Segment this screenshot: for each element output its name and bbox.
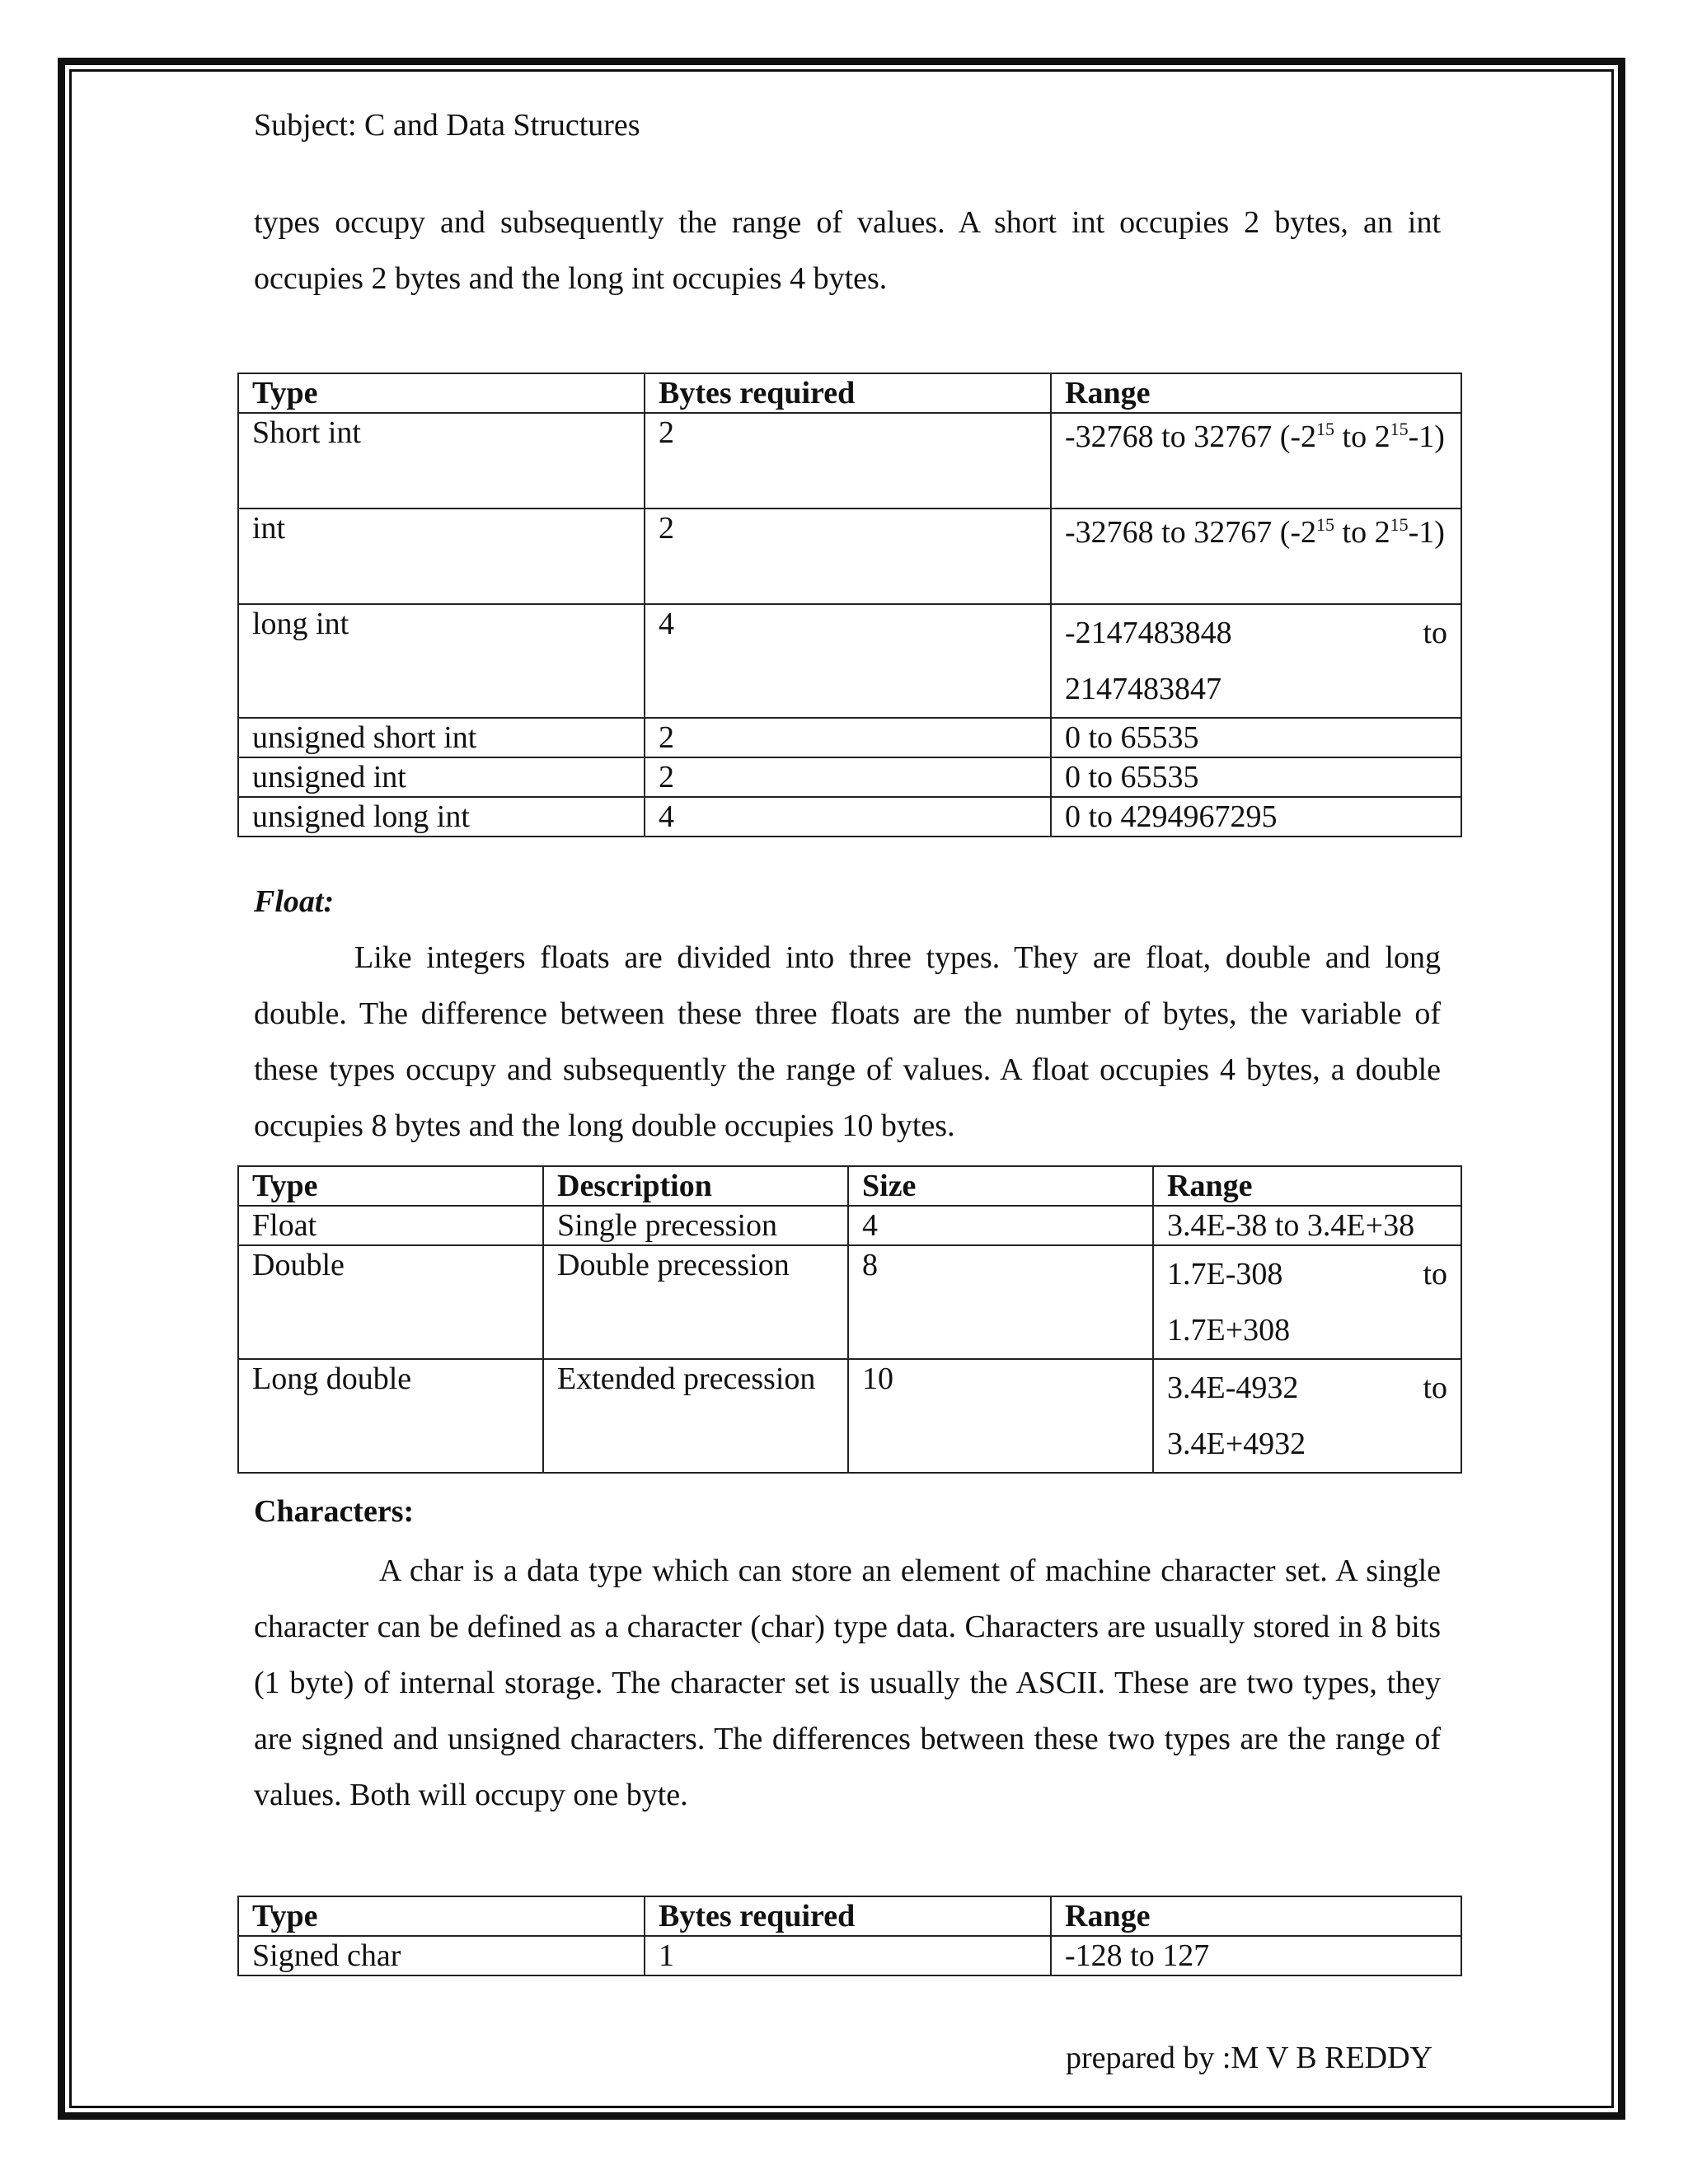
table-row: [238, 509, 1461, 604]
cell-type: Float: [238, 1206, 543, 1245]
cell-range: -128 to 127: [1051, 1936, 1461, 1975]
table-header-row: [238, 373, 1461, 413]
page-top-content: [254, 105, 1441, 307]
header-range: Range: [1051, 373, 1461, 413]
cell-type: Long double: [238, 1359, 543, 1473]
table-header-row: [238, 1166, 1461, 1206]
intro-paragraph: types occupy and subsequently the range of values. A short int occupies 2 bytes, an int occupies 2 bytes and the long int occupies 4 bytes.: [254, 205, 1441, 296]
header-type: Type: [238, 373, 645, 413]
header-type: Type: [238, 1896, 645, 1936]
cell-range: 1.7E-308 to 1.7E+308: [1153, 1245, 1461, 1359]
cell-type: Short int: [238, 413, 645, 509]
table-row: [238, 604, 1461, 718]
table-row: [238, 797, 1461, 837]
cell-type: int: [238, 509, 645, 604]
prepared-by-footer: prepared by :M V B REDDY: [1065, 2041, 1432, 2075]
cell-range: 0 to 65535: [1051, 718, 1461, 757]
header-description: Description: [543, 1166, 848, 1206]
cell-description: Single precession: [543, 1206, 848, 1245]
float-paragraph: Like integers floats are divided into three types. They are float, double and long double. The difference between these three floats are the number of bytes, the variable of these types occupy and subsequently the range of values. A float occupies 4 bytes, a double occupies 8 bytes and the long double occupies 10 bytes.: [254, 940, 1441, 1143]
cell-bytes: 2: [645, 718, 1051, 757]
float-section: [254, 882, 1441, 1154]
cell-range: -32768 to 32767 ($-2^{15}$ to $2^{15}-1$): [1051, 413, 1461, 509]
cell-bytes: 2: [645, 413, 1051, 509]
cell-range: 3.4E-38 to 3.4E+38: [1153, 1206, 1461, 1245]
cell-bytes: 1: [645, 1936, 1051, 1975]
table-row: [238, 718, 1461, 757]
cell-type: long int: [238, 604, 645, 718]
float-types-table: [237, 1165, 1462, 1474]
cell-range: -2147483848 to 2147483847: [1051, 604, 1461, 718]
cell-size: 4: [848, 1206, 1153, 1245]
cell-size: 8: [848, 1245, 1153, 1359]
cell-bytes: 4: [645, 797, 1051, 837]
table-row: [238, 1245, 1461, 1359]
cell-range: -32768 to 32767 ($-2^{15}$ to $2^{15}-1$): [1051, 509, 1461, 604]
cell-size: 10: [848, 1359, 1153, 1473]
table-row: [238, 413, 1461, 509]
characters-section: [254, 1492, 1441, 1823]
characters-heading: Characters:: [254, 1494, 415, 1529]
header-bytes: Bytes required: [645, 1896, 1051, 1936]
characters-paragraph: A char is a data type which can store an element of machine character set. A single character can be defined as a character (char) type data. Characters are usually stored in 8 bits (1 byte) of internal storage. The character set is usually the ASCII. These are two types, they are signed and unsigned characters. The differences between these two types are the range of values. Both will occupy one byte.: [254, 1554, 1441, 1812]
cell-bytes: 4: [645, 604, 1051, 718]
char-types-table: [237, 1896, 1462, 1976]
subject-header: Subject: C and Data Structures: [254, 108, 640, 143]
cell-type: Signed char: [238, 1936, 645, 1975]
table-header-row: [238, 1896, 1461, 1936]
table-row: [238, 1206, 1461, 1245]
header-range: Range: [1153, 1166, 1461, 1206]
header-type: Type: [238, 1166, 543, 1206]
cell-range: 0 to 4294967295: [1051, 797, 1461, 837]
cell-bytes: 2: [645, 757, 1051, 797]
table-row: [238, 1359, 1461, 1473]
cell-type: unsigned long int: [238, 797, 645, 837]
header-range: Range: [1051, 1896, 1461, 1936]
cell-bytes: 2: [645, 509, 1051, 604]
cell-range: 0 to 65535: [1051, 757, 1461, 797]
cell-description: Extended precession: [543, 1359, 848, 1473]
float-heading: Float:: [254, 884, 335, 919]
cell-description: Double precession: [543, 1245, 848, 1359]
cell-type: unsigned int: [238, 757, 645, 797]
cell-range: 3.4E-4932 to 3.4E+4932: [1153, 1359, 1461, 1473]
header-bytes: Bytes required: [645, 373, 1051, 413]
header-size: Size: [848, 1166, 1153, 1206]
integer-types-table: [237, 373, 1462, 837]
cell-type: Double: [238, 1245, 543, 1359]
cell-type: unsigned short int: [238, 718, 645, 757]
table-row: [238, 757, 1461, 797]
table-row: [238, 1936, 1461, 1975]
